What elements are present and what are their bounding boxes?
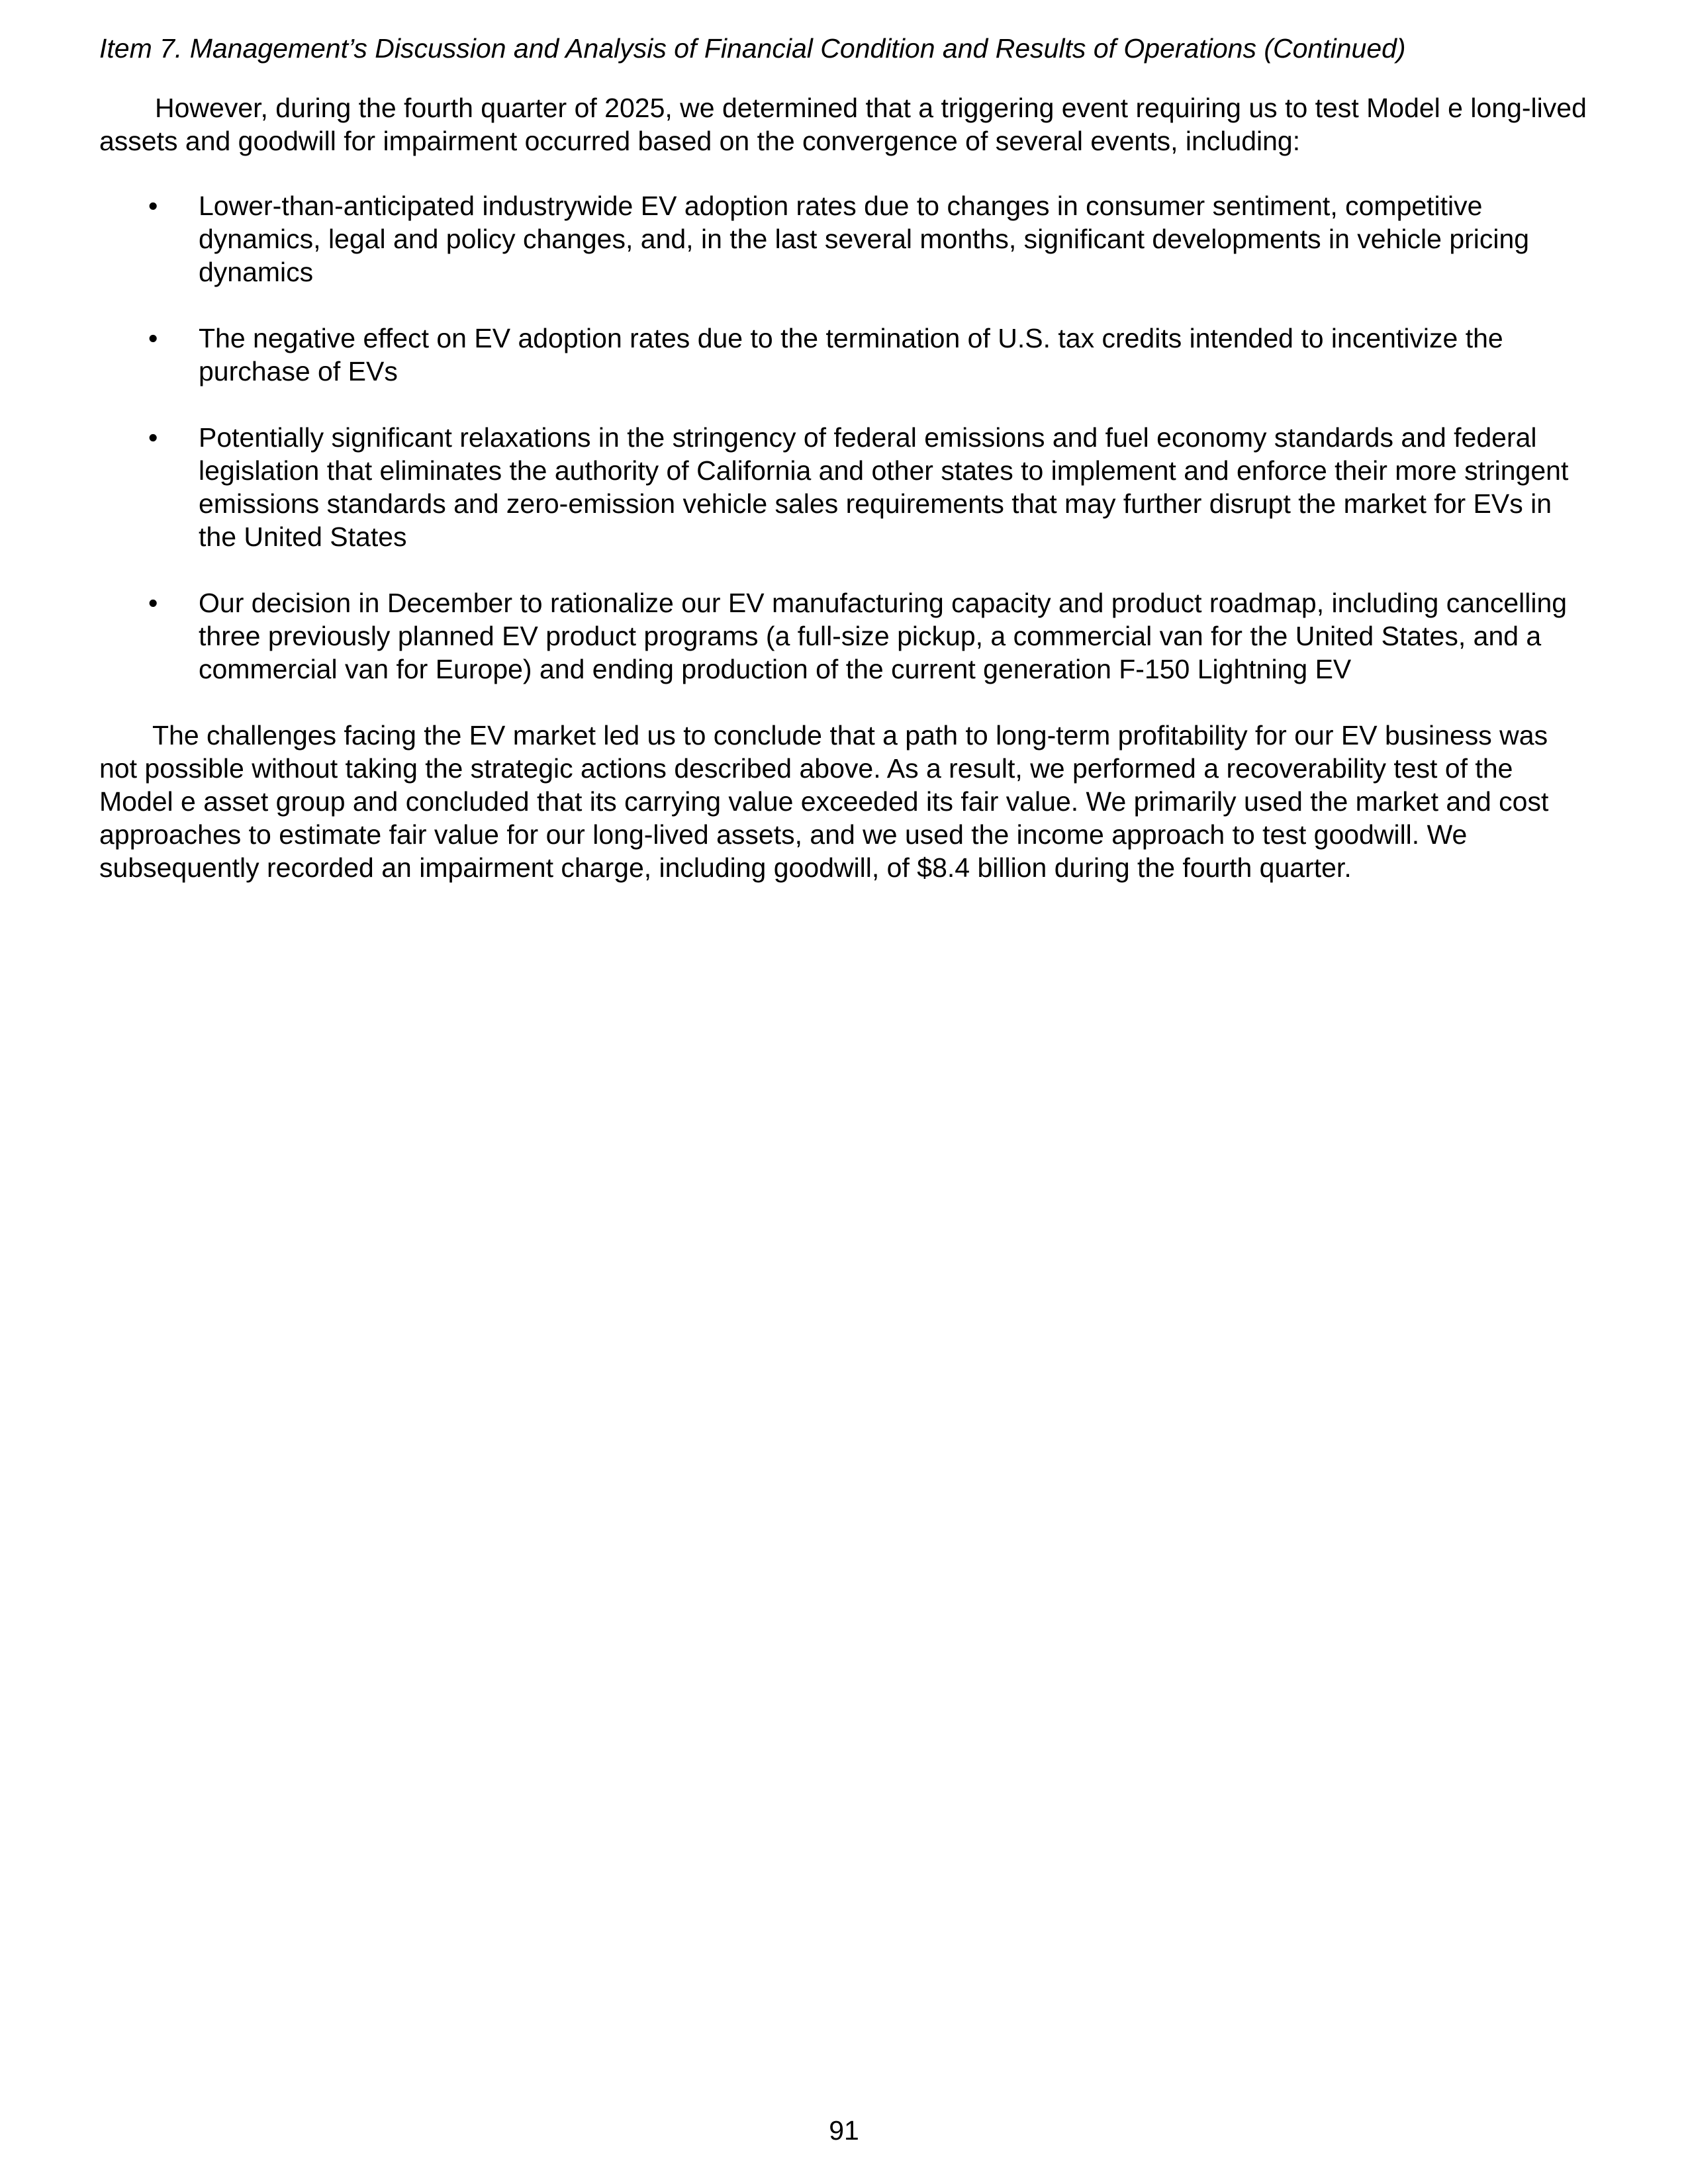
page-number: 91: [829, 2115, 859, 2146]
bullet-text: The negative effect on EV adoption rates due to the termination of U.S. tax credits intended to incentivize the purchase of EVs: [199, 323, 1503, 387]
bullet-icon: •: [148, 323, 158, 353]
intro-paragraph: However, during the fourth quarter of 2025, we determined that a triggering event requiring us to test Model e long-lived assets and goodwill for impairment occurred based on the convergence of several events, including:: [99, 93, 1587, 156]
closing-paragraph: The challenges facing the EV market led us to conclude that a path to long-term profitability for our EV business was not possible without taking the strategic actions described above. As a result, we performed a recoverability test of the Model e asset group and concluded that its carrying value exceeded its fair value. We primarily used the market and cost approaches to estimate fair value for our long-lived assets, and we used the income approach to test goodwill. We subsequently recorded an impairment charge, including goodwill, of $8.4 billion during the fourth quarter.: [99, 720, 1549, 883]
bullet-item-product-roadmap: [99, 586, 1589, 686]
bullet-text: Potentially significant relaxations in the stringency of federal emissions and fuel economy standards and federal legislation that eliminates the authority of California and other states to implement and enforce their more stringent emissions standards and zero-emission vehicle sales requirements that may further disrupt the market for EVs in the United States: [199, 422, 1569, 552]
document-page: [99, 29, 1589, 884]
section-heading: Item 7. Management’s Discussion and Analysis of Financial Condition and Results of Operations (Continued): [99, 33, 1406, 64]
bullet-text: Our decision in December to rationalize our EV manufacturing capacity and product roadmap, including cancelling three previously planned EV product programs (a full-size pickup, a commercial van for the United States, and a commercial van for Europe) and ending production of the current generation F-150 Lightning EV: [199, 588, 1568, 684]
bullet-icon: •: [148, 422, 158, 453]
bullet-icon: •: [148, 191, 158, 221]
bullet-item-adoption-rates: [99, 189, 1589, 289]
bullet-icon: •: [148, 588, 158, 618]
bullet-text: Lower-than-anticipated industrywide EV adoption rates due to changes in consumer sentiment, competitive dynamics, legal and policy changes, and, in the last several months, significant developments in vehicle pricing dynamics: [199, 191, 1530, 287]
bullet-item-emissions-standards: [99, 421, 1589, 553]
bullet-item-tax-credits: [99, 322, 1589, 388]
bullet-list: [99, 189, 1589, 686]
